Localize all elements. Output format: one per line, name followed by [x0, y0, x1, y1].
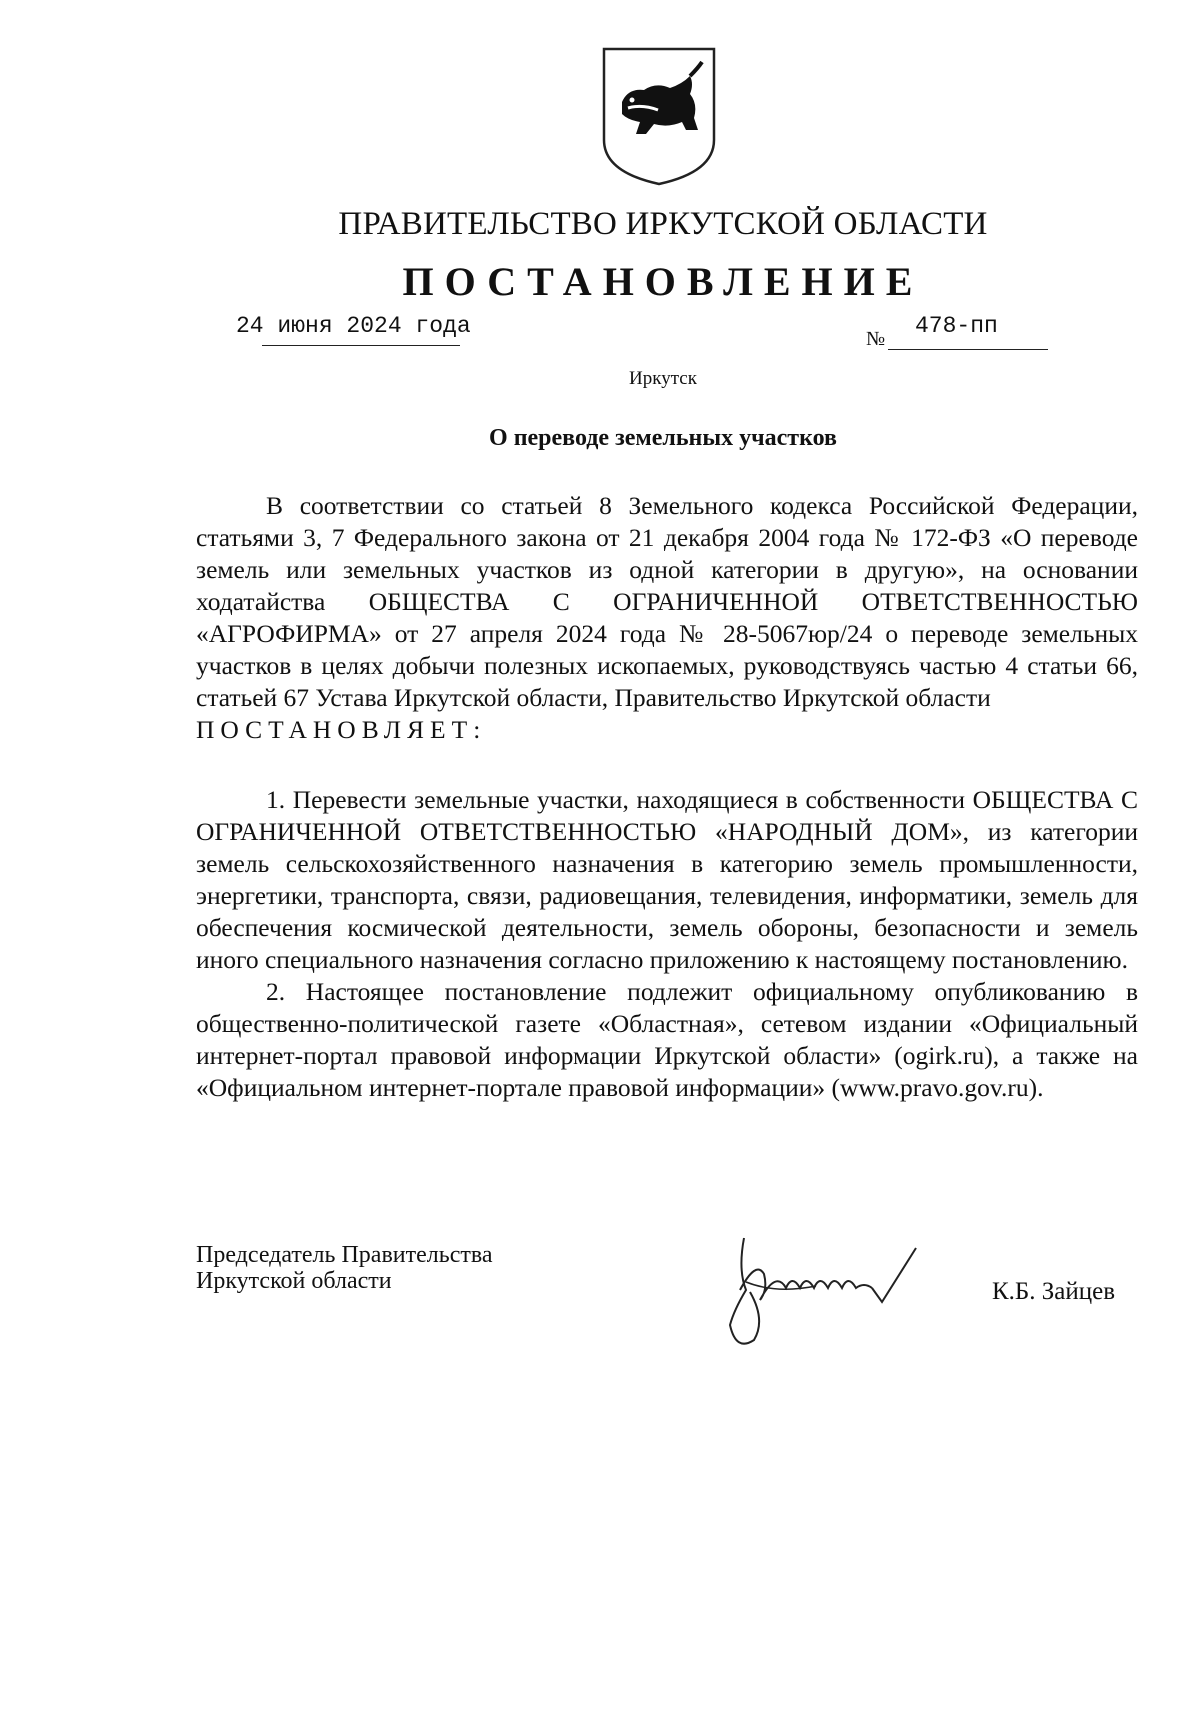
number-underline [888, 349, 1048, 350]
decree-number: 478-пп [915, 313, 998, 339]
signer-role-line1: Председатель Правительства [196, 1242, 493, 1268]
signature-icon [716, 1230, 956, 1355]
signer-role-line2: Иркутской области [196, 1268, 392, 1294]
date-underline [262, 345, 460, 346]
preamble-section [196, 490, 1138, 746]
signer-name: К.Б. Зайцев [992, 1278, 1116, 1305]
decree-items [196, 784, 1138, 1104]
preamble-paragraph: В соответствии со статьей 8 Земельного кодекса Российской Федерации, статьями 3, 7 Федерального закона от 21 декабря 2004 года № 172-ФЗ «О переводе земель или земельных участков из одной категории в другую», на основании ходатайства ОБЩЕСТВА С ОГРАНИЧЕННОЙ ОТВЕТСТВЕННОСТЬЮ «АГРОФИРМА» от 27 апреля 2024 года № 28-5067юр/24 о переводе земельных участков в целях добычи полезных ископаемых, руководствуясь частью 4 статьи 66, статьей 67 Устава Иркутской области, Правительство Иркутской области [196, 491, 1138, 712]
document-type-heading: ПОСТАНОВЛЕНИЕ [402, 259, 924, 304]
document-subject: О переводе земельных участков [489, 425, 837, 451]
coat-of-arms-icon [598, 44, 720, 188]
decree-word: ПОСТАНОВЛЯЕТ: [196, 715, 487, 744]
number-sign: № [866, 328, 886, 350]
government-title: ПРАВИТЕЛЬСТВО ИРКУТСКОЙ ОБЛАСТИ [338, 206, 988, 242]
city-name: Иркутск [629, 368, 697, 389]
decree-date: 24 июня 2024 года [236, 313, 471, 339]
decree-item-1: 1. Перевести земельные участки, находящиеся в собственности ОБЩЕСТВА С ОГРАНИЧЕННОЙ ОТВЕТСТВЕННОСТЬЮ «НАРОДНЫЙ ДОМ», из категории земель сельскохозяйственного назначения в категорию земель промышленности, энергетики, транспорта, связи, радиовещания, телевидения, информатики, земель для обеспечения космической деятельности, земель обороны, безопасности и земель иного специального назначения согласно приложению к настоящему постановлению. [196, 785, 1138, 974]
decree-item-2: 2. Настоящее постановление подлежит официальному опубликованию в общественно-политической газете «Областная», сетевом издании «Официальный интернет-портал правовой информации Иркутской области» (ogirk.ru), а также на «Официальном интернет-портале правовой информации» (www.pravo.gov.ru). [196, 977, 1138, 1102]
signer-role [196, 1242, 493, 1294]
